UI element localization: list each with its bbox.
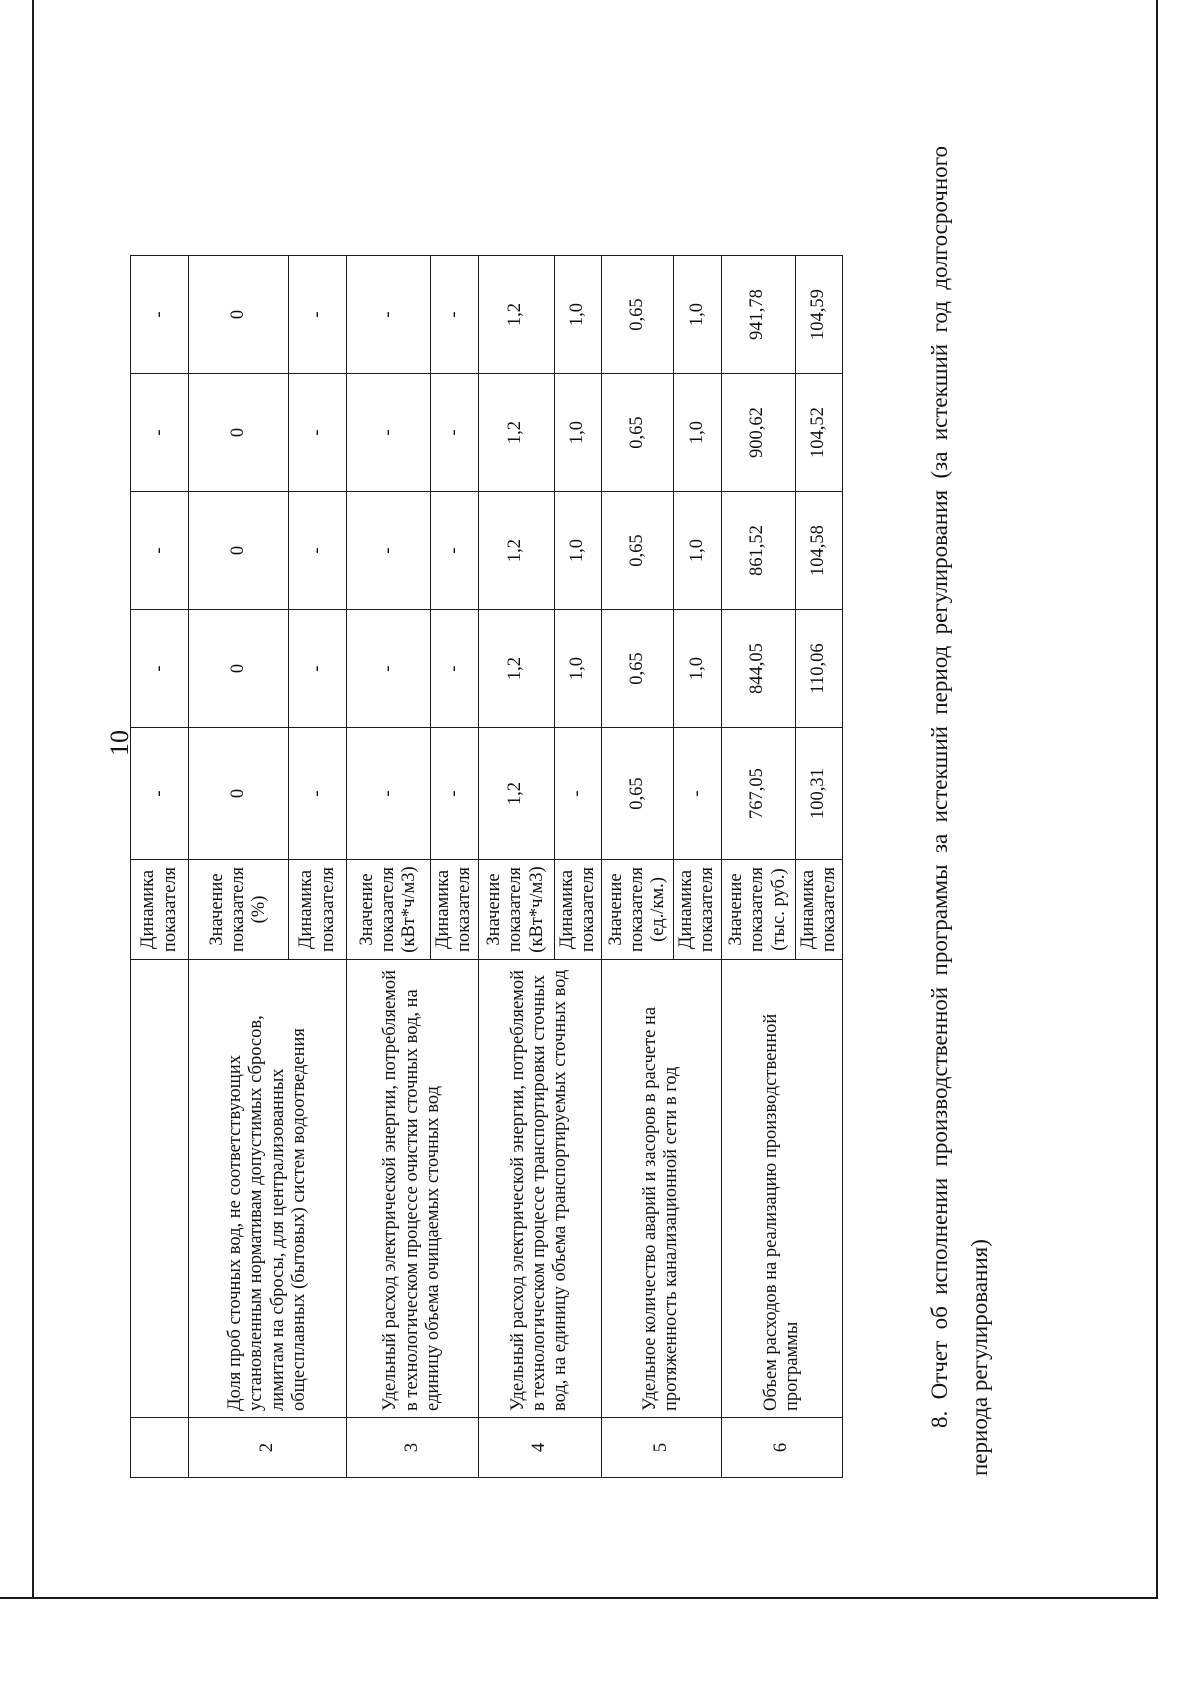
- indicator-description: Доля проб сточных вод, не соответствующих установленным нормативам допустимых сбросов, лимитам на сбросы, для централизованных общесплавных (бытовых) систем водоотведения: [189, 960, 347, 1418]
- indicator-value: -: [431, 492, 479, 610]
- indicator-type-label: Значение показателя (кВт*ч/м3): [347, 860, 431, 960]
- table-row: [347, 256, 431, 1478]
- indicator-value: 767,05: [721, 728, 795, 860]
- indicator-value: -: [347, 728, 431, 860]
- indicator-value: -: [347, 374, 431, 492]
- row-number: [131, 1418, 189, 1478]
- indicator-value: 0,65: [602, 610, 674, 728]
- indicator-value: 844,05: [721, 610, 795, 728]
- indicator-value: -: [289, 492, 347, 610]
- indicator-value: 900,62: [721, 374, 795, 492]
- indicator-value: -: [131, 610, 189, 728]
- indicator-value: 1,0: [554, 256, 602, 374]
- indicator-value: 0,65: [602, 728, 674, 860]
- indicator-type-label: Динамика показателя: [795, 860, 843, 960]
- indicator-type-label: Значение показателя (%): [189, 860, 289, 960]
- indicator-value: 0,65: [602, 256, 674, 374]
- indicator-value: -: [431, 728, 479, 860]
- indicator-value: -: [347, 256, 431, 374]
- indicator-value: 1,2: [478, 374, 554, 492]
- indicator-value: -: [131, 492, 189, 610]
- indicator-type-label: Динамика показателя: [131, 860, 189, 960]
- indicator-value: -: [431, 256, 479, 374]
- indicator-value: 100,31: [795, 728, 843, 860]
- table-row: [478, 256, 554, 1478]
- indicator-value: -: [347, 492, 431, 610]
- section-heading-text: 8. Отчет об исполнении производственной программы за истекший период регулирования (за истекший год долгосрочного периода регулирования): [927, 146, 993, 1476]
- indicator-value: -: [289, 728, 347, 860]
- table-row: [189, 256, 289, 1478]
- indicator-value: -: [674, 728, 722, 860]
- indicator-value: 0: [189, 256, 289, 374]
- indicator-value: -: [131, 374, 189, 492]
- indicator-value: 0: [189, 492, 289, 610]
- indicator-value: -: [131, 256, 189, 374]
- page-number: 10: [105, 730, 134, 756]
- indicator-value: 0,65: [602, 492, 674, 610]
- indicator-description: Объем расходов на реализацию производственной программы: [721, 960, 843, 1418]
- row-number: 3: [347, 1418, 479, 1478]
- table-row: [131, 256, 189, 1478]
- indicator-value: 1,0: [554, 610, 602, 728]
- indicator-value: 0,65: [602, 374, 674, 492]
- indicator-type-label: Значение показателя (тыс. руб.): [721, 860, 795, 960]
- table-row: [721, 256, 795, 1478]
- indicator-type-label: Динамика показателя: [289, 860, 347, 960]
- indicator-description: Удельный расход электрической энергии, потребляемой в технологическом процессе очистки сточных вод, на единицу объема очищаемых сточных вод: [347, 960, 479, 1418]
- indicator-value: 0: [189, 610, 289, 728]
- indicator-value: 1,0: [674, 256, 722, 374]
- indicator-value: -: [431, 374, 479, 492]
- indicator-value: -: [554, 728, 602, 860]
- indicator-description: Удельное количество аварий и засоров в расчете на протяженность канализационной сети в год: [602, 960, 722, 1418]
- indicator-type-label: Значение показателя (кВт*ч/м3): [478, 860, 554, 960]
- indicator-value: -: [289, 256, 347, 374]
- indicator-value: 1,0: [674, 610, 722, 728]
- indicator-value: 0: [189, 374, 289, 492]
- indicator-value: 1,2: [478, 256, 554, 374]
- indicator-description: Удельный расход электрической энергии, потребляемой в технологическом процессе транспортировки сточных вод, на единицу объема транспортируемых сточных вод: [478, 960, 602, 1418]
- indicator-value: -: [131, 728, 189, 860]
- row-number: 4: [478, 1418, 602, 1478]
- indicator-value: 0: [189, 728, 289, 860]
- indicator-type-label: Динамика показателя: [674, 860, 722, 960]
- table-row: [602, 256, 674, 1478]
- row-number: 2: [189, 1418, 347, 1478]
- indicator-value: -: [289, 610, 347, 728]
- indicator-value: 1,0: [674, 492, 722, 610]
- indicator-type-label: Динамика показателя: [431, 860, 479, 960]
- indicator-value: -: [347, 610, 431, 728]
- indicators-table: [130, 255, 843, 1478]
- section-heading: [920, 146, 1001, 1476]
- indicator-type-label: Динамика показателя: [554, 860, 602, 960]
- indicator-value: 941,78: [721, 256, 795, 374]
- indicator-value: 104,52: [795, 374, 843, 492]
- indicator-value: 104,58: [795, 492, 843, 610]
- indicator-value: 110,06: [795, 610, 843, 728]
- indicator-value: 1,0: [674, 374, 722, 492]
- indicator-type-label: Значение показателя (ед./км.): [602, 860, 674, 960]
- row-number: 6: [721, 1418, 843, 1478]
- row-number: 5: [602, 1418, 722, 1478]
- indicator-value: 1,2: [478, 610, 554, 728]
- indicator-value: -: [289, 374, 347, 492]
- indicator-value: 861,52: [721, 492, 795, 610]
- indicator-value: 1,2: [478, 728, 554, 860]
- indicator-value: 1,2: [478, 492, 554, 610]
- indicator-value: -: [431, 610, 479, 728]
- indicator-description: [131, 960, 189, 1418]
- indicator-value: 104,59: [795, 256, 843, 374]
- indicator-value: 1,0: [554, 492, 602, 610]
- indicator-value: 1,0: [554, 374, 602, 492]
